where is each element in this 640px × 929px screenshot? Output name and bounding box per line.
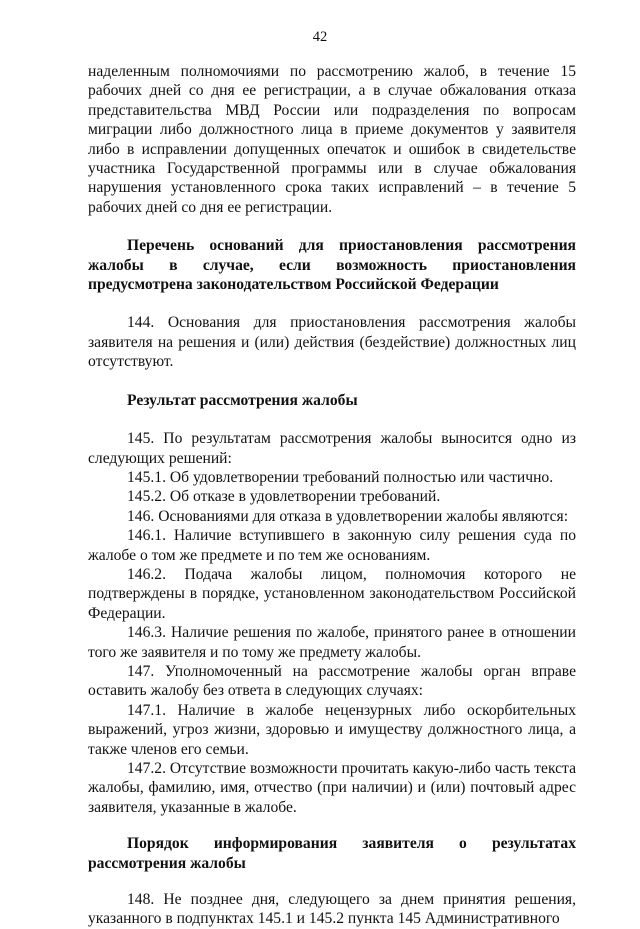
paragraph-145-2: 145.2. Об отказе в удовлетворении требований.: [127, 488, 441, 506]
paragraph-145-1: 145.1. Об удовлетворении требований полностью или частично.: [127, 468, 554, 486]
paragraph-147: 147. Уполномоченный на рассмотрение жалобы орган вправе оставить жалобу без ответа в следующих случаях:: [88, 662, 576, 700]
paragraph-148: 148. Не позднее дня, следующего за днем принятия решения, указанного в подпунктах 145.1 и 145.2 пункта 145 Административного: [88, 891, 576, 928]
paragraph-145: 145. По результатам рассмотрения жалобы выносится одно из следующих решений:: [88, 430, 576, 467]
paragraph-147-1: 147.1. Наличие в жалобе нецензурных либо оскорбительных выражений, угроз жизни, здоровью и имуществу должностного лица, а также членов его семьи.: [88, 701, 576, 758]
paragraph-147-2: 147.2. Отсутствие возможности прочитать какую-либо часть текста жалобы, фамилию, имя, отчество (при наличии) и (или) почтовый адрес заявителя, указанные в жалобе.: [88, 760, 576, 816]
spacer: [88, 294, 576, 313]
document-body: [88, 62, 576, 929]
paragraph-146: 146. Основаниями для отказа в удовлетворении жалобы являются:: [127, 507, 569, 525]
spacer: [88, 372, 576, 391]
paragraph-continuation: наделенным полномочиями по рассмотрению жалоб, в течение 15 рабочих дней со дня ее регистрации, а в случае обжалования отказа представительства МВД России или подразделения по вопросам миграции либо должностного лица в приеме документов у заявителя либо в исправлении допущенных опечаток и ошибок в свидетельстве участника Государственной программы или в случае обжалования нарушения установленного срока таких исправлений – в течение 5 рабочих дней со дня ее регистрации.: [88, 63, 576, 216]
heading-informing-procedure: Порядок информирования заявителя о результатах рассмотрения жалобы: [88, 835, 576, 872]
heading-suspension-grounds: Перечень оснований для приостановления рассмотрения жалобы в случае, если возможность приостановления предусмотрена законодательством Российской Федерации: [88, 237, 576, 294]
page-number: 42: [312, 29, 328, 45]
spacer: [88, 410, 576, 429]
spacer: [88, 217, 576, 236]
spacer: [88, 873, 576, 890]
paragraph-146-2: 146.2. Подача жалобы лицом, полномочия которого не подтверждены в порядке, установленном законодательством Российской Федерации.: [88, 565, 576, 622]
paragraph-146-3: 146.3. Наличие решения по жалобе, принятого ранее в отношении того же заявителя и по тому же предмету жалобы.: [88, 624, 576, 661]
paragraph-144: 144. Основания для приостановления рассмотрения жалобы заявителя на решения и (или) действия (бездействие) должностных лиц отсутствуют.: [88, 314, 576, 371]
heading-complaint-result: Результат рассмотрения жалобы: [127, 391, 358, 409]
spacer: [88, 817, 576, 834]
paragraph-146-1: 146.1. Наличие вступившего в законную силу решения суда по жалобе о том же предмете и по тем же основаниям.: [88, 527, 576, 564]
